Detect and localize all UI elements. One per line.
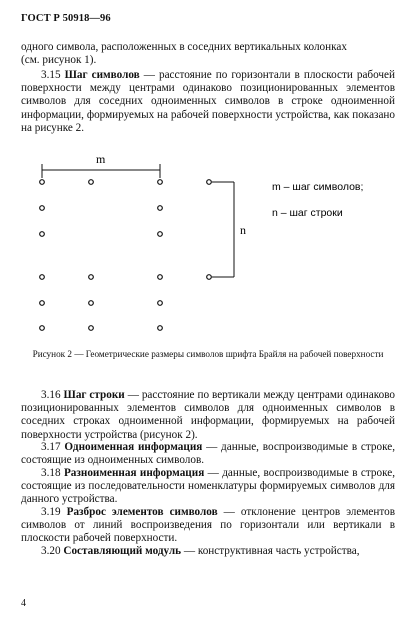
clause-3-15 (21, 69, 395, 135)
legend-m: m – шаг символов; (272, 181, 364, 193)
braille-dot (89, 301, 94, 306)
clause-term: Одноименная информация (64, 441, 203, 453)
clause-3-18 (21, 467, 395, 507)
paragraph-line: (см. рисунок 1). (21, 54, 97, 67)
braille-dot (158, 180, 163, 185)
braille-dot (158, 232, 163, 237)
braille-dot (158, 326, 163, 331)
paragraph-line: одного символа, расположенных в соседних вертикальных колонках (21, 41, 347, 53)
braille-dot (158, 301, 163, 306)
paragraph-continuation (21, 41, 395, 67)
page-number: 4 (21, 598, 26, 609)
clause-3-20 (21, 545, 395, 558)
clause-text: — конструктивная часть устройства, (181, 545, 360, 557)
clause-text: — данные, воспроизводимые в строке, состоящие из одноименных символов. (21, 441, 396, 467)
clause-number: 3.19 (41, 506, 61, 518)
m-label: m (96, 152, 106, 166)
clause-3-19 (21, 506, 395, 546)
braille-dot (158, 206, 163, 211)
braille-dot (40, 206, 45, 211)
braille-dot (207, 180, 212, 185)
braille-dot (207, 275, 212, 280)
document-header: ГОСТ Р 50918—96 (21, 13, 111, 24)
clause-text: — расстояние по горизонтали в плоскости рабочей поверхности между центрами одинаково позиционированных элементов символов для соседних одноименных символов в строке одноименной информации, формируемых на рабочей поверхности устройства, как показано на рисунке 2. (21, 69, 395, 134)
clause-number: 3.17 (41, 441, 61, 453)
braille-dot (158, 275, 163, 280)
clause-term: Разноименная информация (63, 467, 205, 479)
clause-number: 3.16 (41, 389, 61, 401)
braille-dot (40, 326, 45, 331)
braille-dot (40, 232, 45, 237)
clause-number: 3.18 (41, 467, 61, 479)
clause-text: — данные, воспроизводимые в строке, состоящие из последовательности номенклатуры формируемых символов для данного устройства. (21, 467, 395, 506)
braille-dots (40, 180, 212, 331)
n-label: n (240, 223, 246, 237)
clause-3-16 (21, 389, 395, 442)
braille-geometry-figure (0, 148, 414, 368)
braille-dot (89, 275, 94, 280)
clause-3-17 (21, 441, 395, 467)
clause-term: Разброс элементов символов (66, 506, 218, 518)
braille-dot (40, 275, 45, 280)
clause-text: — отклонение центров элементов символов от линий воспроизведения по горизонтали или вертикали в плоскости рабочей поверхности. (21, 506, 395, 545)
braille-dot (40, 301, 45, 306)
clause-number: 3.20 (41, 545, 61, 557)
braille-dot (40, 180, 45, 185)
clause-term: Составляющий модуль (63, 545, 182, 557)
clause-text: — расстояние по вертикали между центрами одинаково позиционированных элементов символов для одноименных символов в соседних строках одноименной информации, формируемых на рабочей поверхности устройства (рисунок 2). (21, 389, 396, 441)
clause-term: Шаг строки (63, 389, 125, 401)
braille-dot (89, 180, 94, 185)
clause-number: 3.15 (41, 69, 61, 81)
legend-n: n – шаг строки (272, 207, 343, 219)
clause-term: Шаг символов (64, 69, 140, 81)
braille-dot (89, 326, 94, 331)
figure-caption: Рисунок 2 — Геометрические размеры символов шрифта Брайля на рабочей поверхности (32, 349, 384, 359)
